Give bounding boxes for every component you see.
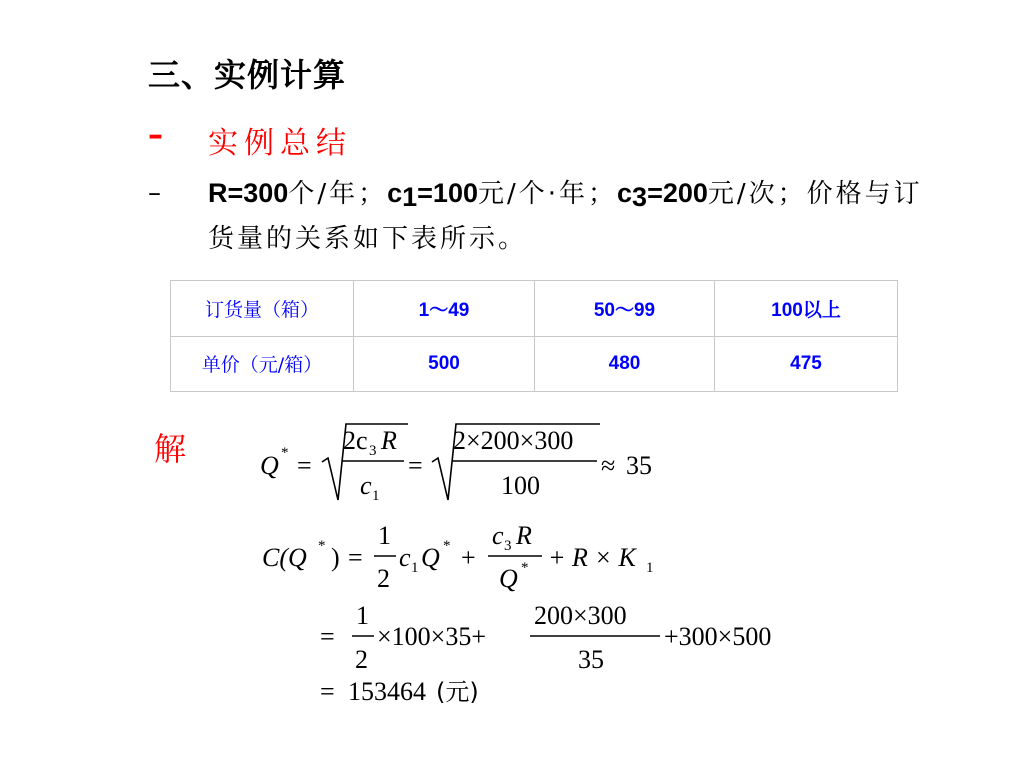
subscript-3: 3 [504,538,512,554]
final-result [320,677,479,706]
result-value: 153464 [348,677,426,706]
c3-value: =200 [647,178,708,208]
r-value: R=300 [208,178,289,208]
table-cell: 480 [535,336,715,392]
r-unit: 个/年； [288,179,388,209]
star-superscript: * [318,538,326,554]
total-cost-formula [262,521,654,593]
numerator-product: 2×200×300 [453,426,574,455]
symbol-c: c [492,521,504,550]
c3-symbol: c [617,178,633,208]
equals-sign: = [320,677,335,706]
table-cell: 1～49 [354,281,535,337]
fraction-denominator: 2 [377,564,390,593]
table-cell: 500 [354,336,535,392]
subscript-3: 3 [369,443,377,459]
tail-terms: +300×500 [664,622,772,651]
symbol-q: Q [421,543,440,572]
star-superscript: * [281,445,289,461]
result-value: 35 [626,451,652,480]
plus-sign: + [461,543,476,572]
c1-subscript: 1 [402,182,418,212]
q-symbol: Q [260,451,279,480]
table-cell: 100以上 [715,281,898,337]
equals-sign: = [408,451,423,480]
symbol-r: R [516,521,532,550]
equals-sign: = [320,622,335,651]
fraction-numerator: 1 [356,601,369,630]
solution-label: 解 [154,430,187,468]
star-superscript: * [521,560,529,576]
result-unit: (元) [436,678,479,706]
approx-sign: ≈ [601,451,616,480]
page-title: 三、实例计算 [148,56,347,94]
middle-terms: ×100×35+ [377,622,486,651]
subscript-1: 1 [372,488,380,504]
table-cell: 订货量（箱） [171,281,354,337]
bullet-dash: – [148,178,161,208]
symbol-r: R [381,426,397,455]
equals-sign: = [297,451,312,480]
table-cell: 单价（元/箱） [171,336,354,392]
cost-function: C(Q [262,543,307,572]
denominator-c: c [360,471,372,500]
c3-subscript: 3 [632,182,648,212]
symbol-c: c [399,543,411,572]
table-cell: 475 [715,336,898,392]
subscript-1: 1 [646,560,654,576]
numerator-2c: 2c [343,426,368,455]
tail-terms: + R × K [548,543,636,572]
eoq-formula [260,424,652,504]
fraction-denominator: 35 [578,645,604,674]
table-cell: 50～99 [535,281,715,337]
c1-symbol: c [387,178,403,208]
subscript-1: 1 [411,560,419,576]
substitution-formula [320,601,771,674]
star-superscript: * [443,538,451,554]
symbol-q: Q [499,564,518,593]
fraction-numerator: 200×300 [534,601,627,630]
c1-value: =100 [417,178,478,208]
denominator-value: 100 [501,471,540,500]
fraction-denominator: 2 [355,645,368,674]
c1-unit: 元/个·年； [477,179,618,209]
summary-text: 实例总结 [208,126,352,161]
c3-unit-and-description: 元/次；价格与订货量的关系如下表所示。 [208,179,923,254]
bullet-dash: – [148,118,169,153]
close-paren: ) [331,543,340,572]
equals-sign: = [348,543,363,572]
fraction-numerator: 1 [378,521,391,550]
